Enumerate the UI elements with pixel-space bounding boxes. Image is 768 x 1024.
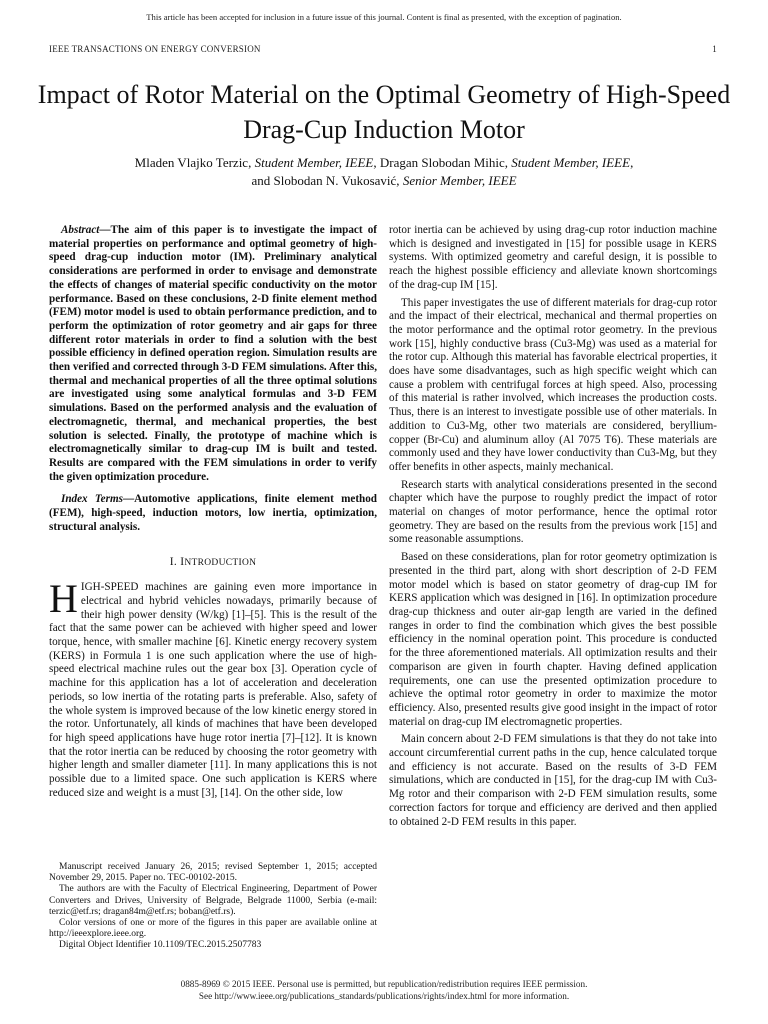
author-name: and Slobodan N. Vukosavić, xyxy=(251,173,403,188)
footnote: Color versions of one or more of the figures in this paper are available online at http://ieeexplore.ieee.org. xyxy=(49,918,377,940)
index-terms-body: —Automotive applications, finite element method (FEM), high-speed, induction motors, low inertia, optimization, structural analysis. xyxy=(49,493,377,533)
footnote: Manuscript received January 26, 2015; revised September 1, 2015; accepted November 29, 2015. Paper no. TEC-00102-2015. xyxy=(49,862,377,884)
section-initial: I xyxy=(180,556,185,569)
section-number: I. xyxy=(169,556,181,569)
intro-text: IGH-SPEED machines are gaining even more importance in electrical and hybrid vehicles nowadays, primarily because of their high power density (W/kg) [1]–[5]. This is the result of the fact that the same power can be achieved with higher speed and lower torque, hence, with smaller machine [6]. Kinetic energy recovery system (KERS) in Formula 1 is one such application where the use of high-speed electrical machine rules out the gear box [3]. Operation cycle of machine for this application has a lot of acceleration and deceleration periods, so low inertia of the rotating parts is preferable. Also, safety of the whole system is improved because of the low kinetic energy stored in the rotor. Unfortunately, all kinds of machines that have been developed for high speed applications have huge rotor inertia [7]–[12]. It is known that the rotor inertia can be reduced by choosing the rotor geometry with higher length and smaller diameter [11]. In many applications this is not possible due to a limited space. One such application is KERS where reduced size and weight is a must [3], [14]. On the other side, low xyxy=(49,581,377,799)
left-column xyxy=(49,224,377,800)
copyright-line: 0885-8969 © 2015 IEEE. Personal use is permitted, but republication/redistribution requires IEEE permission. xyxy=(180,979,588,989)
author-name: , Dragan Slobodan Mihic, xyxy=(373,155,512,170)
author-role: Senior Member, IEEE xyxy=(402,173,517,188)
copyright-notice xyxy=(0,978,768,1002)
permissions-line: See http://www.ieee.org/publications_standards/publications/rights/index.html for more information. xyxy=(198,991,570,1001)
body-paragraph: rotor inertia can be achieved by using drag-cup rotor induction machine which is designed and investigated in [15] for possible usage in KERS systems. With optimized geometry and careful design, it is possible to reach the highest possible efficiency and alleviate known shortcomings of the drag-cup IM [15]. xyxy=(389,224,717,291)
intro-paragraph xyxy=(49,576,377,800)
abstract xyxy=(49,224,377,484)
index-terms-label: Index Terms xyxy=(61,493,123,506)
footnote: The authors are with the Faculty of Electrical Engineering, Department of Power Converters and Drives, University of Belgrade, Belgrade 11000, Serbia (e-mail: terzic@etf.rs; dragan84m@etf.rs; boban@etf.rs). xyxy=(49,884,377,917)
section-title-rest: NTRODUCTION xyxy=(184,558,257,569)
abstract-label: Abstract xyxy=(61,224,100,236)
journal-name: IEEE TRANSACTIONS ON ENERGY CONVERSION xyxy=(49,44,261,54)
author-name: Mladen Vlajko Terzic, xyxy=(134,155,255,170)
author-line-2 xyxy=(30,172,738,190)
page-number: 1 xyxy=(712,44,717,54)
footnotes xyxy=(49,862,377,952)
right-column xyxy=(389,224,717,829)
body-paragraph: Main concern about 2-D FEM simulations is that they do not take into account circumferential current paths in the cup, hence calculated torque and efficiency is not accurate. Based on the results of 3-D FEM simulations, which are conducted in [15], for the drag-cup IM with Cu3-Mg rotor and their comparison with 2-D FEM simulation results, some correction factors for torque and efficiency are derived and then applied to obtained 2-D FEM results in this paper. xyxy=(389,733,717,828)
body-paragraph: This paper investigates the use of different materials for drag-cup rotor and the impact of their electrical, mechanical and thermal properties on the motor performance and the optimal rotor geometry. In the previous work [15], highly conductive brass (Cu3-Mg) was used as a material for the rotor cup. Although this material has favorable electrical properties, it does have some disadvantages, such as high specific weight which can cause a problem with centrifugal forces at high speed. Also, processing of this material is rather involved, which increases the production costs. Thus, there is an interest to investigate possible use of other materials. In addition to Cu3-Mg, other two materials are considered, beryllium-copper (Br-Cu) and aluminum alloy (Al 7075 T6). These materials are commonly used and they have lower conductivity than Cu3-Mg, but they offer benefits in other aspects, mainly mechanical. xyxy=(389,296,717,473)
running-head xyxy=(49,44,717,54)
abstract-body: —The aim of this paper is to investigate the impact of material properties on performance and optimal geometry of high-speed drag-cup induction motor (IM). Preliminary analytical considerations are performed in order to envisage and demonstrate the effects of changes of material specific conductivity on the motor performance. Based on these conclusions, 2-D finite element method (FEM) motor model is used to obtain performance prediction, and to perform the optimization of rotor geometry and air gaps for three different rotor materials in order to find a solution with the best possible efficiency in defined operation region. Simulation results are then verified and corrected through 3-D FEM simulations. After this, thermal and mechanical properties of all the three optimal solutions are investigated using some analytical formulas and 3-D FEM simulations. Based on the performed analysis and the evaluation of electromagnetic, thermal, and mechanical properties, the best solution is selected. Finally, the prototype of machine which is electromagnetically similar to drag-cup IM is built and tested. Results are compared with the FEM simulations in order to verify the given optimization procedure. xyxy=(49,224,377,483)
author-role: Student Member, IEEE xyxy=(511,155,631,170)
paper-title: Impact of Rotor Material on the Optimal Geometry of High-Speed Drag-Cup Induction Motor xyxy=(37,80,731,144)
body-paragraph: Based on these considerations, plan for rotor geometry optimization is presented in the third part, along with short description of 2-D FEM motor model which is based on stator geometry of drag-cup IM for KERS application which was designed in [16]. In optimization procedure drag-cup thickness and outer air-gap length are varied in the defined ranges in order to find the combination which gives the best possible efficiency in the nominal operation point. This procedure is conducted for the three aforementioned materials. All optimization results and their comparison are given in fourth chapter. Having defined application requirements, one can use the presented optimization procedure to achieve the optimal rotor geometry in order to maximize the motor efficiency. Also, presented results give good insight in the impact of rotor material on drag-cup IM electromagnetic properties. xyxy=(389,551,717,728)
author-list xyxy=(30,154,738,190)
acceptance-note: This article has been accepted for inclusion in a future issue of this journal. Content is final as presented, with the exception of pagination. xyxy=(146,12,622,22)
footnote: Digital Object Identifier 10.1109/TEC.2015.2507783 xyxy=(59,940,262,951)
separator: , xyxy=(630,155,634,170)
body-paragraph: Research starts with analytical considerations presented in the second chapter which have the purpose to roughly predict the impact of rotor material on changes of motor performance, hence the optimal rotor geometry. They are based on the results from the previous work [15] and some reasonable assumptions. xyxy=(389,478,717,546)
drop-cap: H xyxy=(49,576,78,622)
index-terms xyxy=(49,493,377,534)
section-heading-introduction xyxy=(49,556,377,571)
author-line-1 xyxy=(30,154,738,172)
author-role: Student Member, IEEE xyxy=(254,155,374,170)
